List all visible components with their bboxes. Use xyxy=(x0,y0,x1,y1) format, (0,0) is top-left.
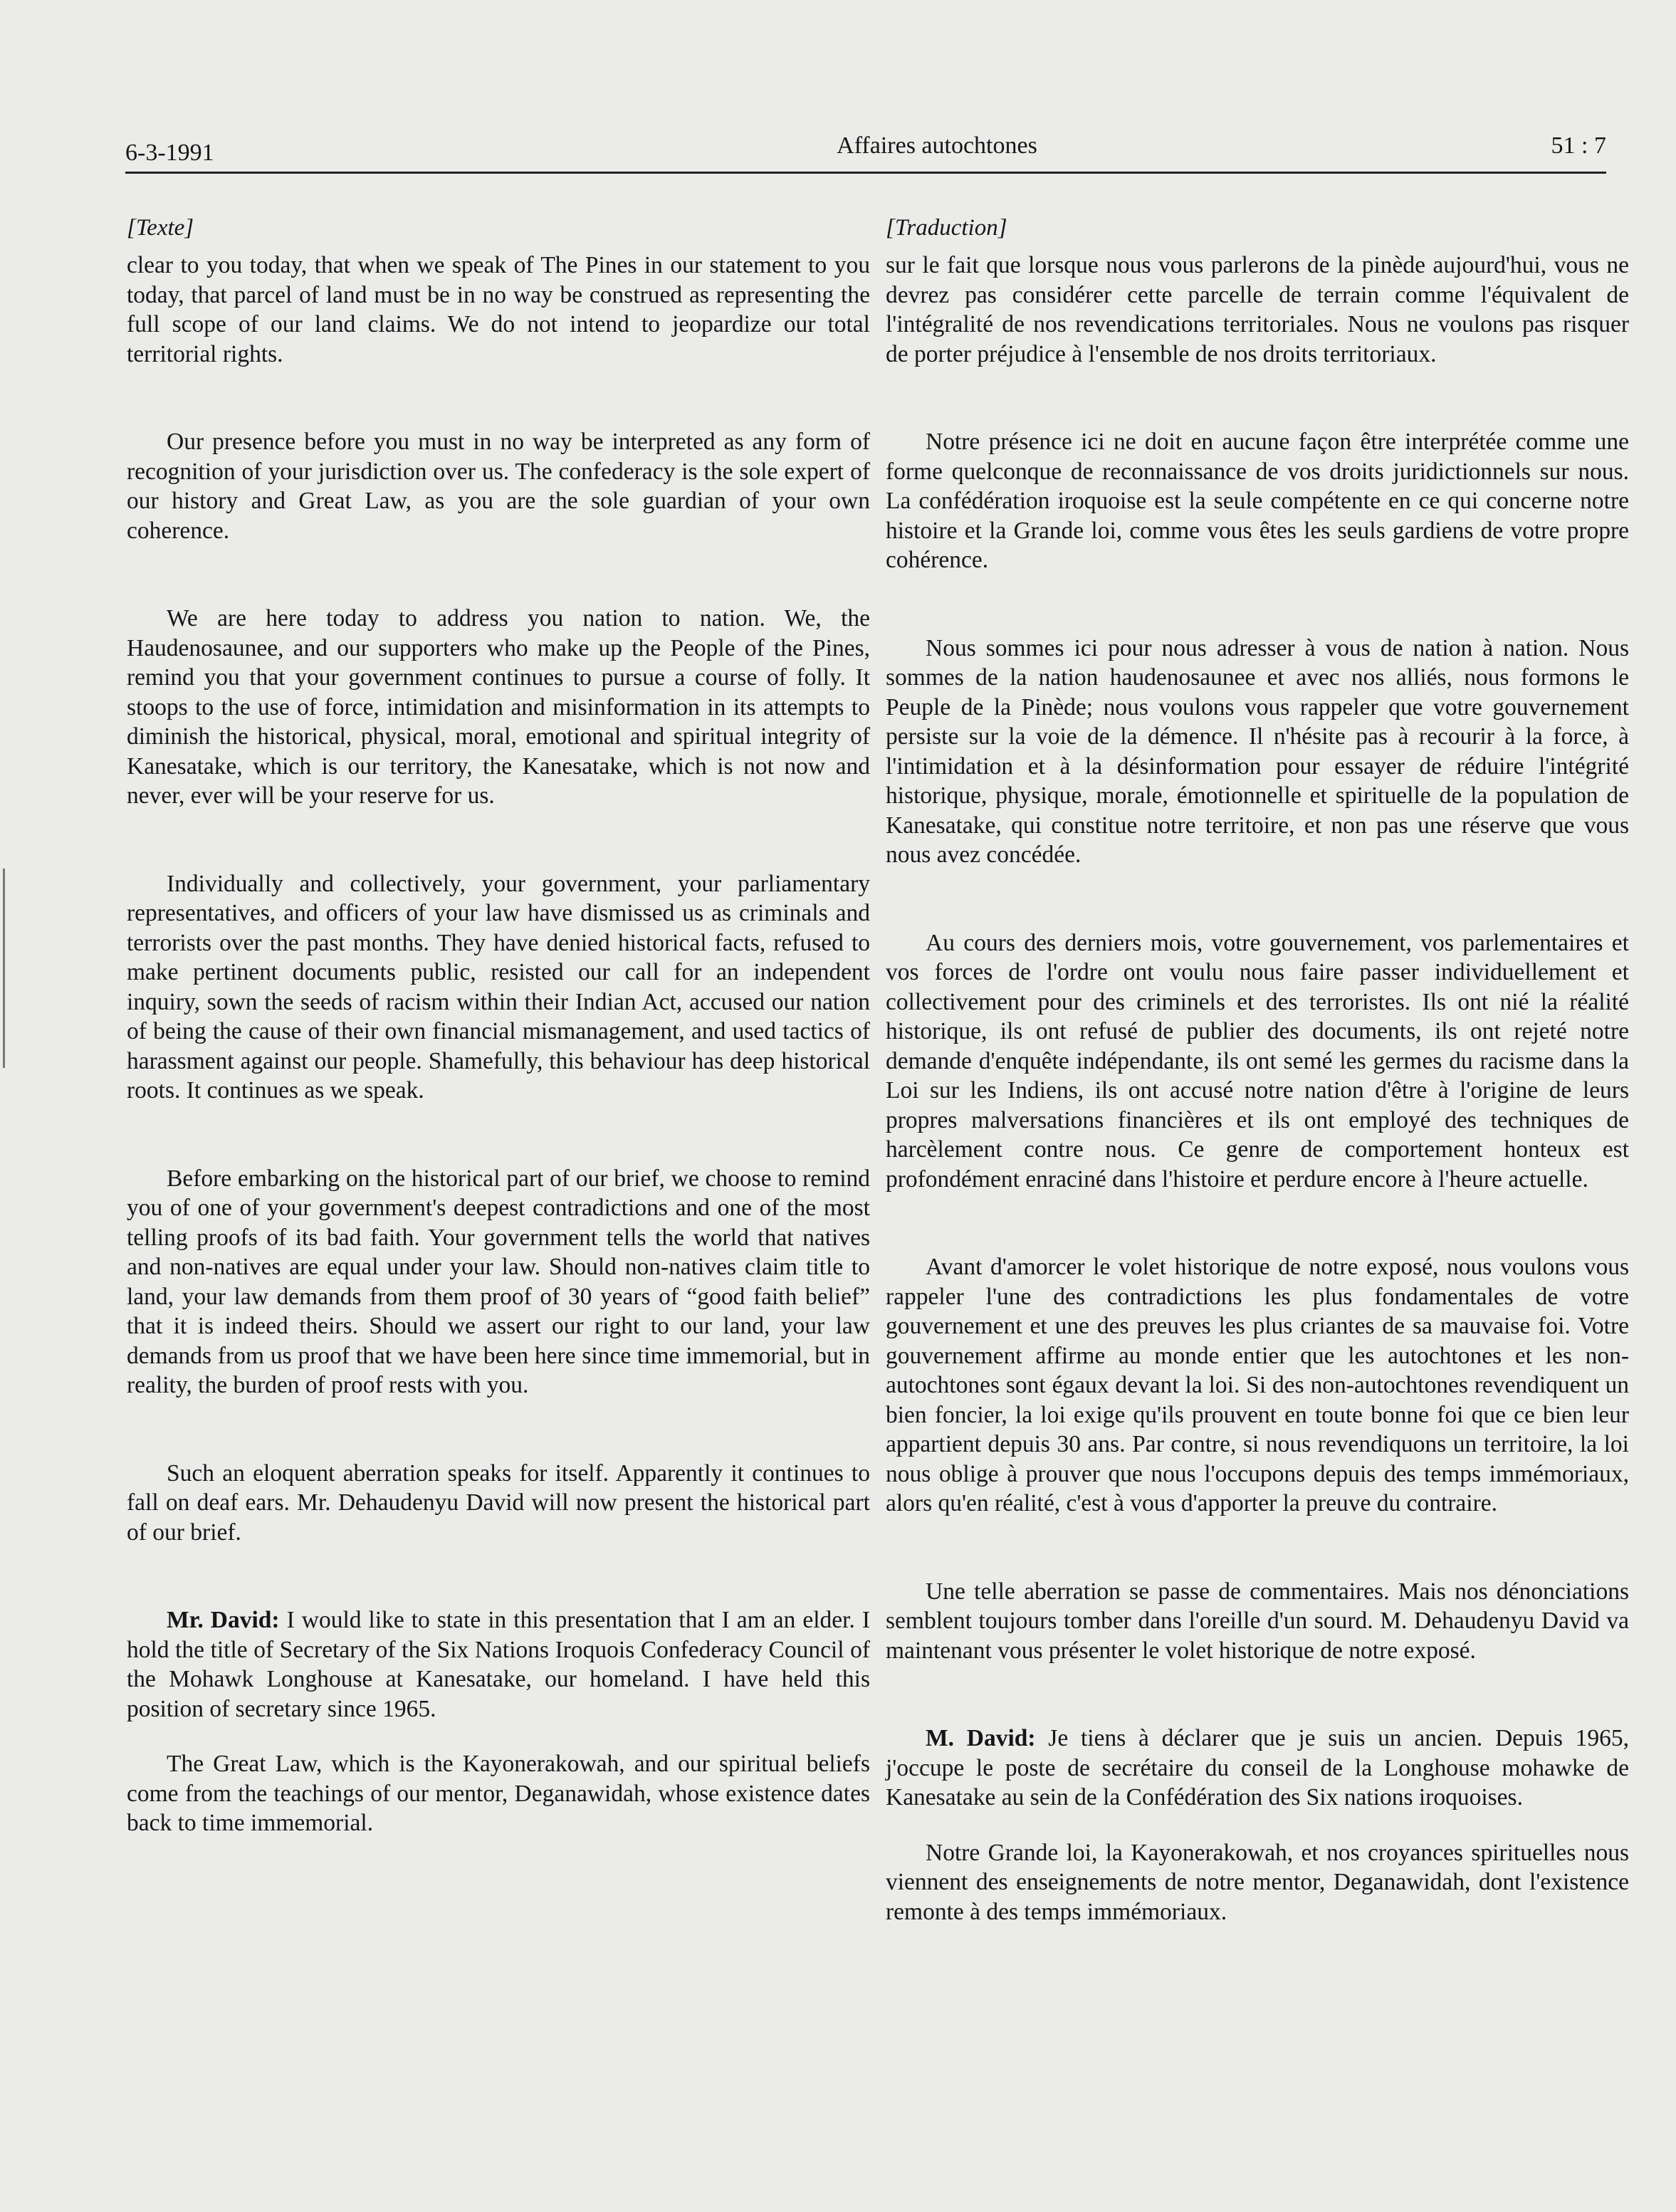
paragraph: Individually and collectively, your government, your parliamentary representatives, and officers of your law have dismissed us as criminals and terrorists over the past months. They have denied historical facts, refused to make pertinent documents public, resisted our call for an independent inquiry, sown the seeds of racism within their Indian Act, accused our nation of being the cause of their own financial mismanagement, and used tactics of harassment against our people. Shamefully, this behaviour has deep historical roots. It continues as we speak. xyxy=(127,870,870,1104)
paragraph: Such an eloquent aberration speaks for itself. Apparently it continues to fall on deaf ears. Mr. Dehaudenyu David will now present the historical part of our brief. xyxy=(127,1459,870,1546)
paragraph: Une telle aberration se passe de commentaires. Mais nos dénonciations semblent toujours tomber dans l'oreille d'un sourd. M. Dehaudenyu David va maintenant vous présenter le volet historique de notre exposé. xyxy=(886,1578,1629,1664)
speaker-paragraph xyxy=(886,1724,1629,1813)
paragraph: We are here today to address you nation to nation. We, the Haudenosaunee, and our supporters who make up the People of the Pines, remind you that your government continues to pursue a course of folly. It stoops to the use of force, intimidation and misinformation in its attempts to diminish the historical, physical, moral, emotional and spiritual integrity of Kanesatake, which is our territory, the Kanesatake, which is not now and never, ever will be your reserve for us. xyxy=(127,605,870,809)
header-title: Affaires autochtones xyxy=(837,132,1037,159)
column-label-texte: [Texte] xyxy=(127,215,194,241)
paragraph: Nous sommes ici pour nous adresser à vous de nation à nation. Nous sommes de la nation haudenosaunee et avec nos alliés, nous formons le Peuple de la Pinède; nous voulons vous rappeler que votre gouvernement persiste sur la voie de la démence. Il n'hésite pas à recourir à la force, à l'intimidation et à la désinformation pour essayer de réduire l'intégrité historique, physique, morale, émotionnelle et spirituelle de la population de Kanesatake, qui constitue notre territoire, et non pas une réserve que vous nous avez concédée. xyxy=(886,634,1629,868)
header-date: 6-3-1991 xyxy=(125,140,214,166)
speaker-text: I would like to state in this presentation that I am an elder. I hold the title of Secretary of the Six Nations Iroquois Confederacy Council of the Mohawk Longhouse at Kanesatake, our homeland. I have held this position of secretary since 1965. xyxy=(127,1607,871,1722)
binding-edge-mark xyxy=(3,869,5,1068)
paragraph: sur le fait que lorsque nous vous parlerons de la pinède aujourd'hui, vous ne devrez pas considérer cette parcelle de terrain comme l'équivalent de l'intégralité de nos revendications territoriales. Nous ne voulons pas risquer de porter préjudice à l'ensemble de nos droits territoriaux. xyxy=(886,252,1629,367)
paragraph: Our presence before you must in no way be interpreted as any form of recognition of your jurisdiction over us. The confederacy is the sole expert of our history and Great Law, as you are the sole guardian of your own coherence. xyxy=(127,429,870,544)
header-page-number: 51 : 7 xyxy=(1551,132,1606,159)
left-column-english xyxy=(127,214,870,1897)
right-column-french xyxy=(886,214,1629,1985)
column-label-traduction: [Traduction] xyxy=(886,215,1007,241)
paragraph: Au cours des derniers mois, votre gouvernement, vos parlementaires et vos forces de l'ordre ont voulu nous faire passer individuellement et collectivement pour des criminels et des terroristes. Ils ont nié la réalité historique, ils ont refusé de publier des documents, ils ont rejeté notre demande d'enquête indépendante, ils ont semé les germes du racisme dans la Loi sur les Indiens, ils ont accusé notre nation d'être à l'origine de leurs propres malversations financières et ils ont employé des techniques de harcèlement contre nous. Ce genre de comportement honteux est profondément enraciné dans l'histoire et perdure encore à l'heure actuelle. xyxy=(886,929,1629,1193)
speaker-text: Je tiens à déclarer que je suis un ancien. Depuis 1965, j'occupe le poste de secrétaire du conseil de la Longhouse mohawke de Kanesatake au sein de la Confédération des Six nations iroquoises. xyxy=(886,1725,1630,1810)
speaker-name: Mr. David: xyxy=(167,1607,280,1633)
paragraph: The Great Law, which is the Kayonerakowah, and our spiritual beliefs come from the teachings of our mentor, Deganawidah, whose existence dates back to time immemorial. xyxy=(127,1751,870,1836)
paragraph: clear to you today, that when we speak of The Pines in our statement to you today, that parcel of land must be in no way be construed as representing the full scope of our land claims. We do not intend to jeopardize our total territorial rights. xyxy=(127,252,870,367)
speaker-paragraph xyxy=(127,1605,870,1724)
paragraph: Notre présence ici ne doit en aucune façon être interprétée comme une forme quelconque de reconnaissance de vos droits juridictionnels sur nous. La confédération iroquoise est la seule compétente en ce qui concerne notre histoire et la Grande loi, comme vous êtes les seuls gardiens de votre propre cohérence. xyxy=(886,429,1629,573)
header-rule xyxy=(125,172,1606,174)
speaker-name: M. David: xyxy=(926,1725,1036,1751)
page-header xyxy=(125,120,1606,174)
paragraph: Notre Grande loi, la Kayonerakowah, et nos croyances spirituelles nous viennent des enseignements de notre mentor, Deganawidah, dont l'existence remonte à des temps immémoriaux. xyxy=(886,1839,1629,1925)
paragraph: Avant d'amorcer le volet historique de notre exposé, nous voulons vous rappeler l'une des contradictions les plus fondamentales de votre gouvernement et une des preuves les plus criantes de sa mauvaise foi. Votre gouvernement affirme au monde entier que les autochtones et les non-autochtones sont égaux devant la loi. Si des non-autochtones revendiquent un bien foncier, la loi exige qu'ils prouvent en toute bonne foi que ce bien leur appartient depuis 30 ans. Par contre, si nous revendiquons un territoire, la loi nous oblige à prouver que nous l'occupons depuis des temps immémoriaux, alors qu'en réalité, c'est à vous d'apporter la preuve du contraire. xyxy=(886,1254,1629,1516)
paragraph: Before embarking on the historical part of our brief, we choose to remind you of one of your government's deepest contradictions and one of the most telling proofs of its bad faith. Your government tells the world that natives and non-natives are equal under your law. Should non-natives claim title to land, your law demands from them proof of 30 years of “good faith belief” that it is indeed theirs. Should we assert our right to our land, your law demands from us proof that we have been here since time immemorial, but in reality, the burden of proof rests with you. xyxy=(127,1165,870,1398)
